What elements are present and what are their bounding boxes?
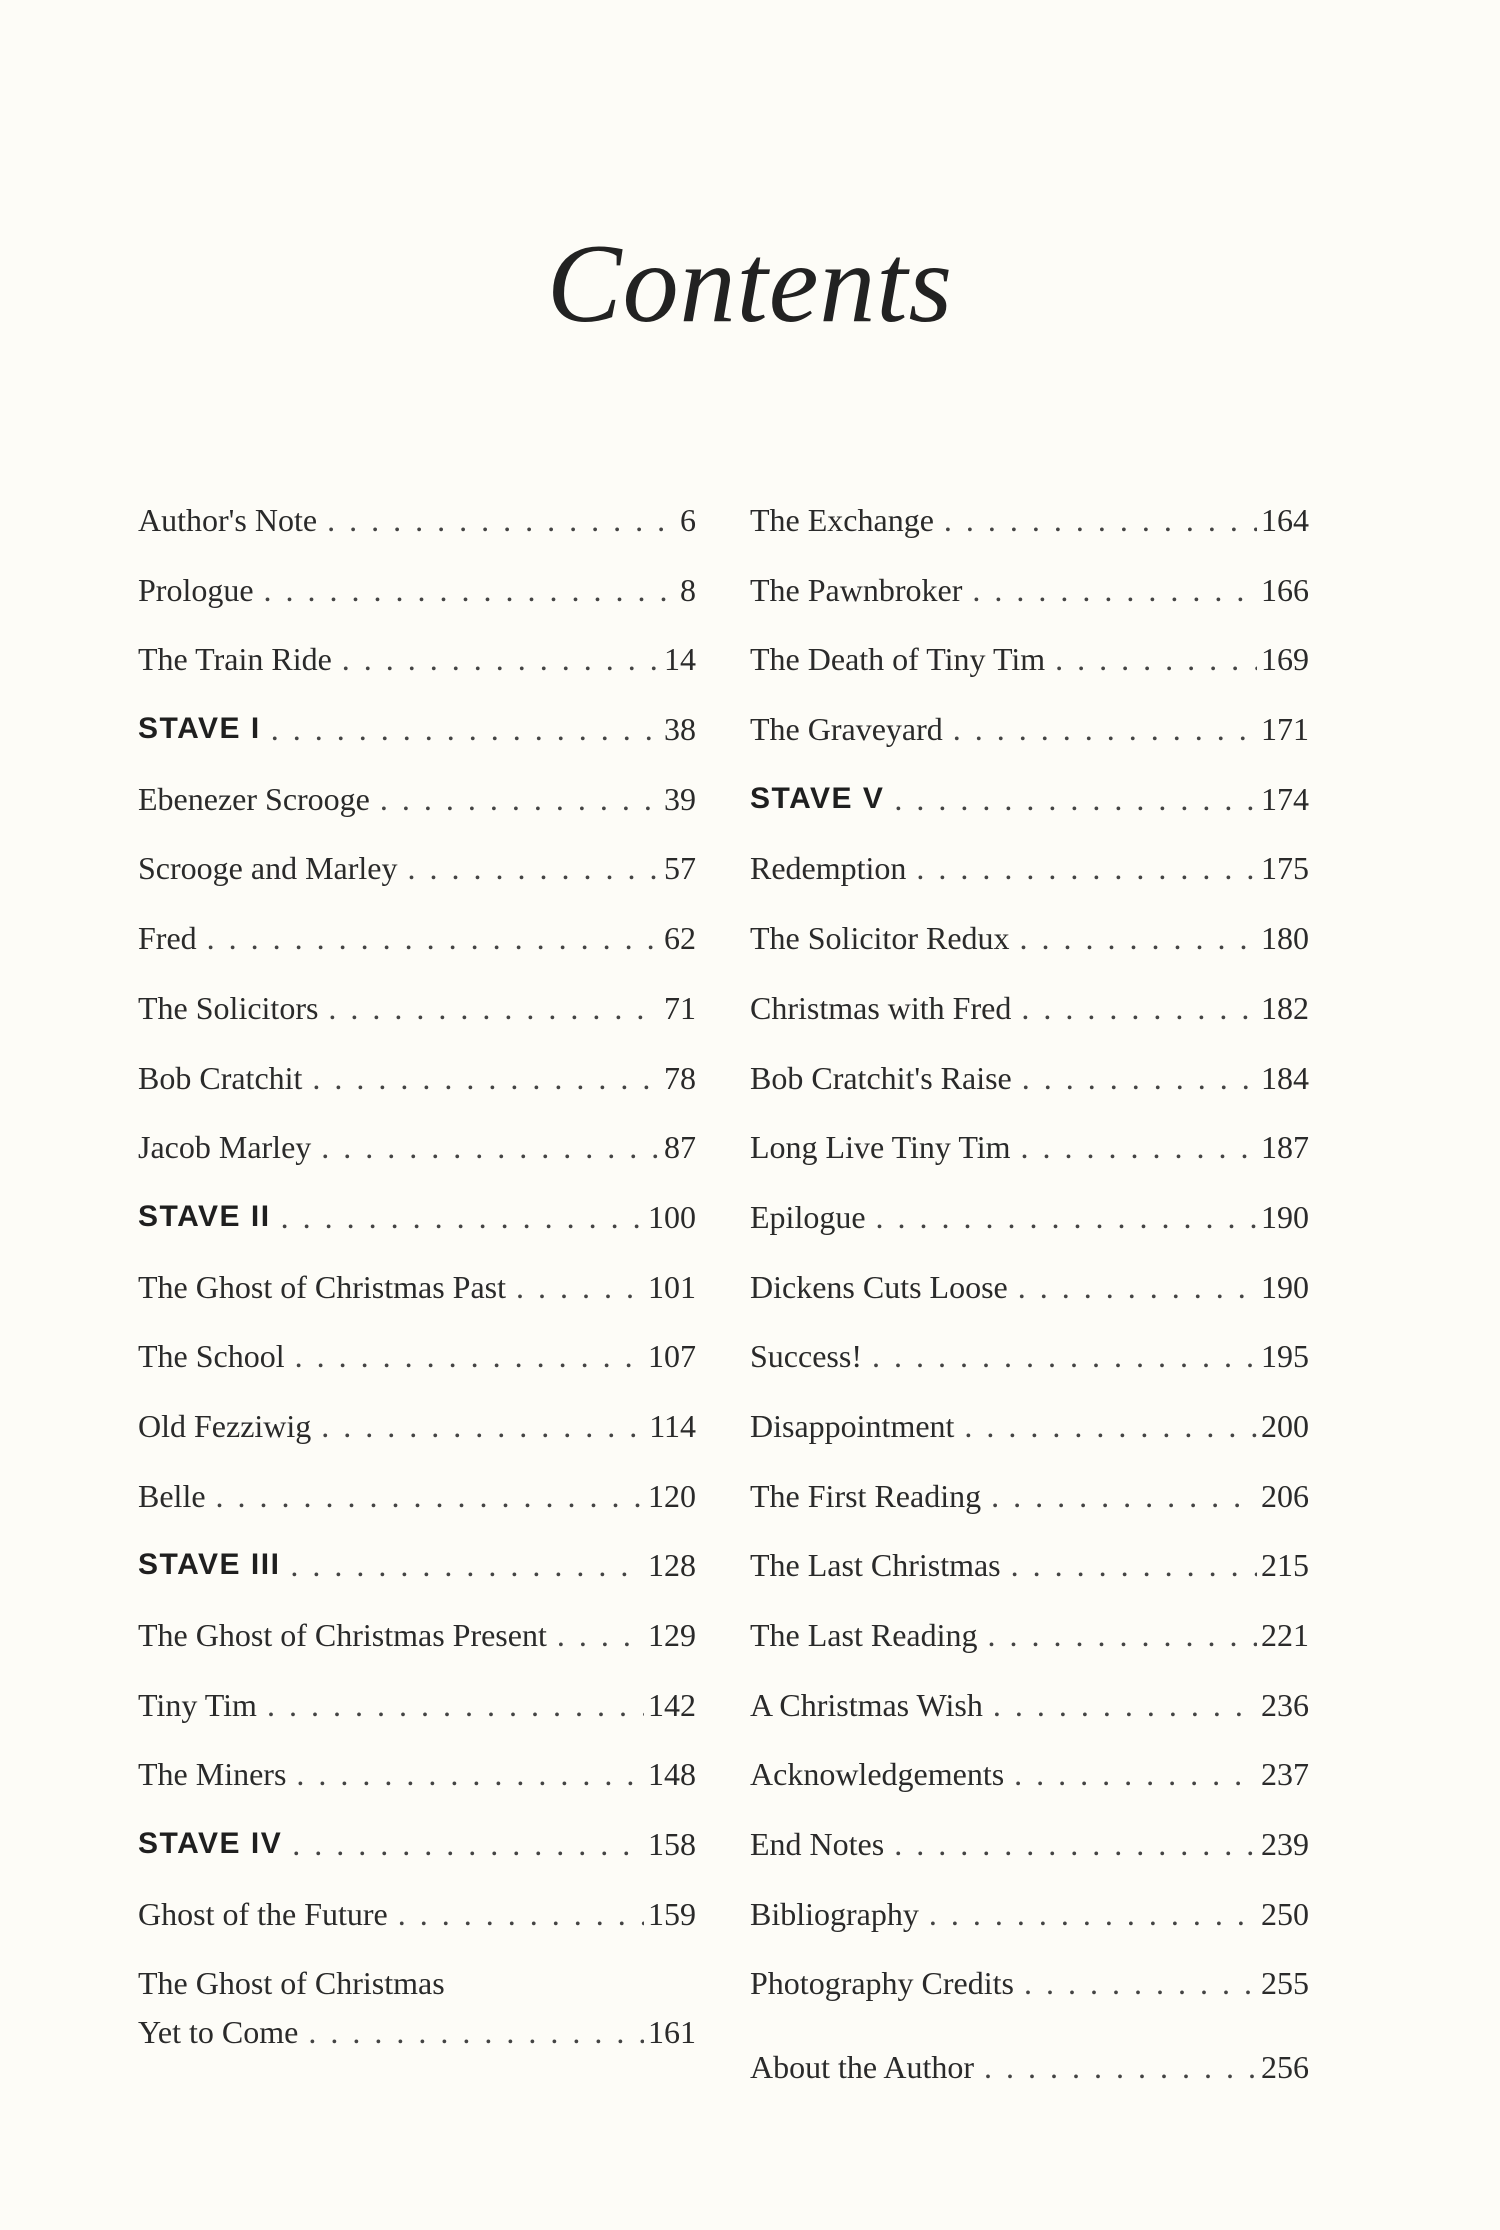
- dot-leader: [264, 574, 676, 608]
- toc-entry-page: 215: [1261, 1547, 1309, 1584]
- toc-entry[interactable]: [138, 1340, 696, 1410]
- dot-leader: [328, 992, 660, 1026]
- toc-right-column: [750, 504, 1309, 2121]
- toc-entry-page: 128: [648, 1547, 696, 1584]
- toc-entry[interactable]: [750, 1895, 1309, 1968]
- dot-leader: [872, 1340, 1257, 1374]
- toc-entry-page: 78: [664, 1059, 696, 1096]
- dot-leader: [557, 1619, 644, 1653]
- toc-entry-title: Prologue: [138, 571, 254, 608]
- toc-entry[interactable]: [138, 1758, 696, 1828]
- toc-entry-page: 182: [1261, 989, 1309, 1026]
- dot-leader: [1011, 1549, 1257, 1583]
- toc-entry-page: 174: [1261, 780, 1309, 817]
- toc-entry-page: 161: [648, 2014, 696, 2051]
- toc-entry[interactable]: [138, 922, 696, 992]
- toc-entry-page: 129: [648, 1617, 696, 1653]
- toc-entry-page: 169: [1261, 641, 1309, 678]
- toc-entry-title: A Christmas Wish: [750, 1686, 983, 1723]
- dot-leader: [308, 2016, 644, 2050]
- dot-leader: [953, 713, 1257, 747]
- toc-entry[interactable]: [750, 571, 1309, 644]
- toc-entry-title: End Notes: [750, 1826, 885, 1863]
- dot-leader: [1022, 1062, 1257, 1096]
- toc-entry-page: 57: [664, 850, 696, 887]
- dot-leader: [271, 713, 660, 747]
- toc-entry-title: The Pawnbroker: [750, 571, 963, 608]
- toc-entry[interactable]: [750, 1407, 1309, 1480]
- toc-entry-page: 206: [1261, 1477, 1309, 1514]
- toc-entry-title: Bob Cratchit: [138, 1059, 303, 1096]
- dot-leader: [1021, 992, 1257, 1026]
- toc-entry-title: The Solicitors: [138, 989, 319, 1026]
- toc-entry-title: The School: [138, 1338, 285, 1375]
- toc-entry-page: 14: [664, 641, 696, 678]
- toc-entry[interactable]: [750, 852, 1309, 922]
- toc-entry[interactable]: [750, 1477, 1309, 1550]
- toc-entry[interactable]: [750, 1828, 1309, 1898]
- toc-entry-page: 164: [1261, 502, 1309, 538]
- toc-entry-page: 120: [648, 1477, 696, 1514]
- toc-entry-title: Ebenezer Scrooge: [138, 780, 370, 817]
- toc-entry-page: 195: [1261, 1338, 1309, 1375]
- toc-entry-title: The Exchange: [750, 502, 934, 538]
- toc-entry-page: 87: [664, 1129, 696, 1166]
- dot-leader: [292, 1828, 644, 1862]
- toc-entry[interactable]: [138, 989, 696, 1062]
- dot-leader: [929, 1898, 1257, 1932]
- toc-entry[interactable]: [750, 1549, 1309, 1619]
- page-title: Contents: [546, 222, 954, 346]
- toc-entry[interactable]: [138, 1477, 696, 1550]
- dot-leader: [1014, 1758, 1257, 1792]
- toc-entry[interactable]: [138, 1131, 696, 1201]
- toc-entry-page: 255: [1261, 1965, 1309, 2002]
- toc-entry[interactable]: [138, 780, 696, 853]
- toc-entry[interactable]: [750, 1131, 1309, 1201]
- dot-leader: [972, 574, 1257, 608]
- toc-entry-page: 107: [648, 1338, 696, 1375]
- toc-entry-page: 62: [664, 920, 696, 957]
- dot-leader: [876, 1201, 1257, 1235]
- toc-entry[interactable]: [138, 504, 696, 574]
- toc-entry[interactable]: [750, 1686, 1309, 1759]
- toc-entry[interactable]: [138, 1268, 696, 1341]
- toc-entry-title: Jacob Marley: [138, 1129, 312, 1166]
- toc-entry-title: Author's Note: [138, 502, 318, 538]
- toc-entry-title: The Solicitor Redux: [750, 920, 1010, 957]
- dot-leader: [216, 1480, 644, 1514]
- toc-entry-page: 114: [649, 1407, 696, 1444]
- dot-leader: [964, 1410, 1257, 1444]
- toc-entry-title: STAVE IV: [138, 1827, 283, 1861]
- dot-leader: [312, 1062, 660, 1096]
- toc-entry-title: Dickens Cuts Loose: [750, 1268, 1008, 1305]
- toc-entry-title: Redemption: [750, 850, 907, 887]
- toc-entry-title: The Ghost of Christmas: [138, 1965, 445, 2002]
- toc-entry-title: Acknowledgements: [750, 1756, 1005, 1793]
- toc-entry-page: 187: [1261, 1129, 1309, 1166]
- toc-entry[interactable]: [138, 1059, 696, 1132]
- dot-leader: [1055, 643, 1257, 677]
- dot-leader: [398, 1898, 644, 1932]
- dot-leader: [321, 1131, 660, 1165]
- toc-entry-page: 148: [648, 1756, 696, 1793]
- toc-entry-title: STAVE I: [138, 712, 261, 746]
- dot-leader: [1020, 922, 1257, 956]
- toc-entry-title: The Ghost of Christmas Past: [138, 1268, 506, 1305]
- toc-entry-title: Photography Credits: [750, 1965, 1014, 2002]
- dot-leader: [1024, 1967, 1257, 2001]
- dot-leader: [991, 1480, 1257, 1514]
- toc-entry-title: The Last Reading: [750, 1617, 978, 1653]
- toc-entry-title: Belle: [138, 1477, 206, 1514]
- toc-entry-continuation: [138, 2016, 696, 2050]
- toc-entry-title: Tiny Tim: [138, 1686, 257, 1723]
- toc-entry[interactable]: [750, 1967, 1309, 2037]
- toc-entry-title: Long Live Tiny Tim: [750, 1129, 1011, 1166]
- dot-leader: [380, 783, 660, 817]
- toc-entry-title: STAVE III: [138, 1548, 281, 1582]
- toc-entry-title: STAVE V: [750, 781, 885, 815]
- toc-entry-page: 237: [1261, 1756, 1309, 1793]
- toc-entry-page: 250: [1261, 1895, 1309, 1932]
- toc-entry-title: Success!: [750, 1338, 862, 1375]
- toc-stave-heading[interactable]: [750, 780, 1309, 853]
- toc-entry-page: 159: [648, 1895, 696, 1932]
- toc-entry[interactable]: [138, 643, 696, 713]
- toc-entry-page: 142: [648, 1686, 696, 1723]
- toc-entry-title: Old Fezziwig: [138, 1407, 312, 1444]
- toc-entry[interactable]: [750, 2051, 1309, 2121]
- dot-leader: [207, 922, 660, 956]
- toc-entry-title: The Miners: [138, 1756, 287, 1793]
- toc-entry[interactable]: [138, 1967, 696, 2065]
- toc-entry[interactable]: [138, 852, 696, 922]
- toc-entry-title: The Death of Tiny Tim: [750, 641, 1046, 678]
- toc-entry-page: 180: [1261, 920, 1309, 957]
- toc-entry-page: 6: [680, 502, 696, 538]
- toc-entry[interactable]: [750, 1758, 1309, 1828]
- dot-leader: [987, 1619, 1257, 1653]
- toc-entry-page: 256: [1261, 2049, 1309, 2086]
- toc-entry[interactable]: [750, 713, 1309, 783]
- dot-leader: [407, 852, 660, 886]
- toc-stave-heading[interactable]: [138, 1549, 696, 1619]
- dot-leader: [290, 1549, 644, 1583]
- toc-entry-title: Scrooge and Marley: [138, 850, 398, 887]
- toc-entry-title: The Ghost of Christmas Present: [138, 1617, 547, 1653]
- toc-entry[interactable]: [750, 504, 1309, 574]
- dot-leader: [894, 1828, 1257, 1862]
- toc-entry-page: 190: [1261, 1268, 1309, 1305]
- dot-leader: [327, 504, 676, 538]
- toc-entry-title: The Train Ride: [138, 641, 332, 678]
- toc-entry-title: STAVE II: [138, 1199, 271, 1233]
- toc-entry[interactable]: [750, 1198, 1309, 1271]
- toc-entry[interactable]: [750, 643, 1309, 713]
- dot-leader: [993, 1689, 1257, 1723]
- dot-leader: [1021, 1131, 1257, 1165]
- toc-entry-page: 184: [1261, 1059, 1309, 1096]
- toc-entry-title: Bob Cratchit's Raise: [750, 1059, 1012, 1096]
- toc-entry-title: The First Reading: [750, 1477, 982, 1514]
- toc-entry-page: 39: [664, 780, 696, 817]
- toc-entry[interactable]: [138, 1686, 696, 1759]
- toc-entry-page: 239: [1261, 1826, 1309, 1863]
- toc-entry[interactable]: [750, 1619, 1309, 1689]
- toc-entry-page: 175: [1261, 850, 1309, 887]
- toc-entry[interactable]: [138, 571, 696, 644]
- toc-entry-page: 101: [648, 1268, 696, 1305]
- toc-entry-title: Christmas with Fred: [750, 989, 1012, 1026]
- dot-leader: [894, 783, 1257, 817]
- toc-entry[interactable]: [750, 1340, 1309, 1410]
- dot-leader: [296, 1758, 644, 1792]
- toc-entry-title: Epilogue: [750, 1198, 866, 1235]
- toc-entry-page: 100: [648, 1198, 696, 1235]
- toc-entry-title: Fred: [138, 920, 197, 957]
- toc-entry-page: 200: [1261, 1407, 1309, 1444]
- dot-leader: [916, 852, 1257, 886]
- toc-stave-heading[interactable]: [138, 1198, 696, 1271]
- dot-leader: [984, 2051, 1257, 2085]
- toc-entry[interactable]: [138, 1895, 696, 1968]
- toc-entry-title: The Last Christmas: [750, 1547, 1001, 1584]
- toc-left-column: [138, 504, 696, 2065]
- toc-entry[interactable]: [750, 1059, 1309, 1132]
- toc-entry-page: 166: [1261, 571, 1309, 608]
- toc-entry[interactable]: [750, 1268, 1309, 1341]
- dot-leader: [1018, 1271, 1257, 1305]
- dot-leader: [944, 504, 1257, 538]
- dot-leader: [516, 1271, 644, 1305]
- toc-entry[interactable]: [750, 922, 1309, 992]
- toc-entry-title: Ghost of the Future: [138, 1895, 388, 1932]
- toc-entry[interactable]: [138, 1619, 696, 1689]
- dot-leader: [342, 643, 660, 677]
- toc-entry-title-cont: Yet to Come: [138, 2014, 299, 2051]
- toc-entry-page: 8: [680, 571, 696, 608]
- toc-entry-page: 71: [664, 989, 696, 1026]
- toc-entry-page: 38: [664, 711, 696, 748]
- toc-stave-heading[interactable]: [138, 1828, 696, 1898]
- toc-entry-page: 221: [1261, 1617, 1309, 1653]
- toc-entry-page: 190: [1261, 1198, 1309, 1235]
- dot-leader: [281, 1201, 644, 1235]
- toc-entry-title: The Graveyard: [750, 711, 943, 748]
- toc-stave-heading[interactable]: [138, 713, 696, 783]
- dot-leader: [267, 1689, 644, 1723]
- dot-leader: [321, 1410, 645, 1444]
- toc-entry[interactable]: [138, 1407, 696, 1480]
- toc-entry-title: About the Author: [750, 2049, 974, 2086]
- toc-entry-page: 158: [648, 1826, 696, 1863]
- toc-entry[interactable]: [750, 989, 1309, 1062]
- toc-entry-title: Disappointment: [750, 1407, 955, 1444]
- toc-entry-page: 171: [1261, 711, 1309, 748]
- toc-entry-page: 236: [1261, 1686, 1309, 1723]
- toc-entry-title: Bibliography: [750, 1895, 919, 1932]
- dot-leader: [295, 1340, 644, 1374]
